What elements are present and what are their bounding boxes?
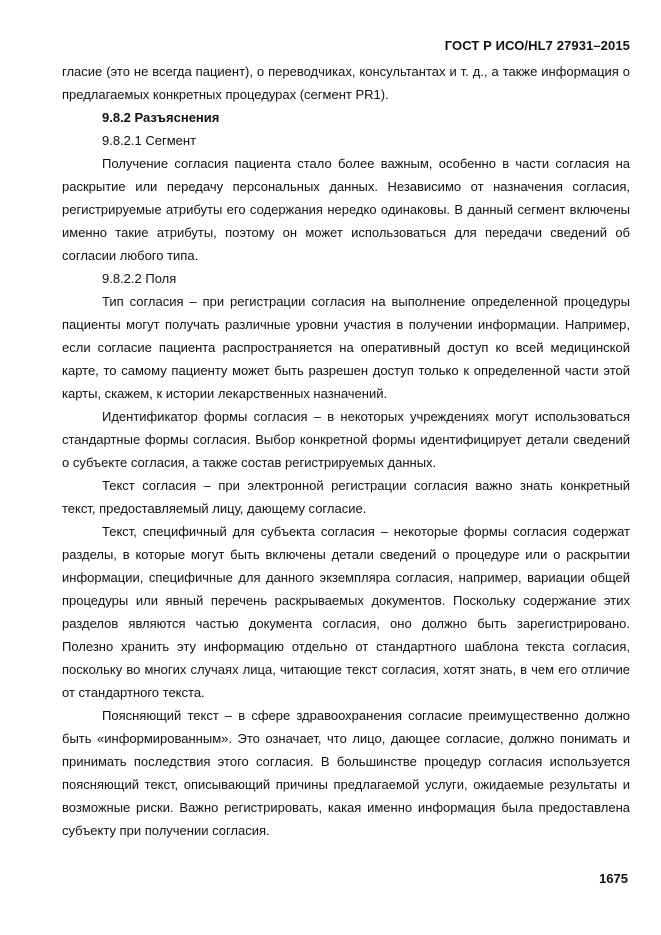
consent-type-paragraph: Тип согласия – при регистрации согласия на выполнение определенной процедуры пациенты могут получать различные уровни участия в получении информации. Например, если согласие пациента распространяется на оперативный доступ ко всей медицинской карте, то самому пациенту может быть разрешен доступ только к определенной части этой карты, скажем, к истории лекарственных назначений.	[62, 294, 630, 401]
consent-text-paragraph: Текст согласия – при электронной регистрации согласия важно знать конкретный текст, предоставляемый лицу, дающему согласие.	[62, 478, 630, 516]
subsection-heading-segment: 9.8.2.1 Сегмент	[102, 133, 197, 148]
subject-specific-text-paragraph: Текст, специфичный для субъекта согласия – некоторые формы согласия содержат разделы, в которые могут быть включены детали сведений о процедуре или о раскрытии информации, специфичные для данного экземпляра согласия, например, вариации общей процедуры или явный перечень раскрываемых документов. Поскольку содержание этих разделов являются частью документа согласия, оно должно быть зарегистрировано. Полезно хранить эту информацию отдельно от стандартного шаблона текста согласия, поскольку во многих случаях лица, читающие текст согласия, хотят знать, в чем его отличие от стандартного текста.	[62, 524, 630, 700]
explanatory-text-paragraph: Поясняющий текст – в сфере здравоохранения согласие преимущественно должно быть «информированным». Это означает, что лицо, дающее согласие, должно понимать и принимать последствия этого согласия. В большинстве процедур согласия используется поясняющий текст, описывающий причины предлагаемой услуги, ожидаемые результаты и возможные риски. Важно регистрировать, какая именно информация была предоставлена субъекту при получении согласия.	[62, 708, 630, 838]
document-body	[62, 60, 630, 842]
segment-paragraph: Получение согласия пациента стало более важным, особенно в части согласия на раскрытие или передачу персональных данных. Независимо от назначения согласия, регистрируемые атрибуты его содержания нередко одинаковы. В данный сегмент включены именно такие атрибуты, поэтому он может использоваться для передачи сведений об согласии любого типа.	[62, 156, 630, 263]
intro-paragraph: гласие (это не всегда пациент), о переводчиках, консультантах и т. д., а также информация о предлагаемых конкретных процедурах (сегмент PR1).	[62, 64, 630, 102]
form-identifier-paragraph: Идентификатор формы согласия – в некоторых учреждениях могут использоваться стандартные формы согласия. Выбор конкретной формы идентифицирует детали сведений о субъекте согласия, а также состав регистрируемых данных.	[62, 409, 630, 470]
page-number: 1675	[599, 871, 628, 886]
standard-header: ГОСТ Р ИСО/HL7 27931–2015	[444, 38, 630, 53]
section-heading: 9.8.2 Разъяснения	[102, 110, 220, 125]
subsection-heading-fields: 9.8.2.2 Поля	[102, 271, 177, 286]
